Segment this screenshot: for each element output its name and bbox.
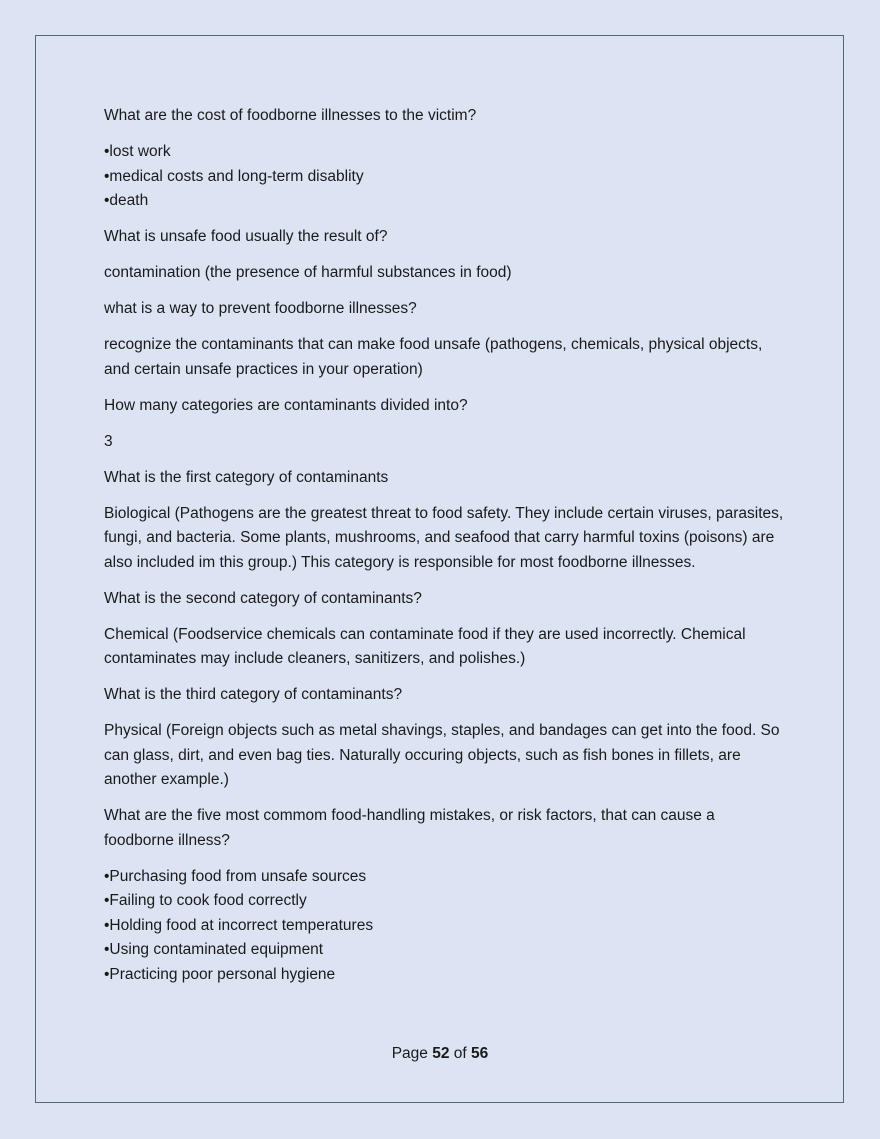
paragraph: Chemical (Foodservice chemicals can contaminate food if they are used incorrectly. Chemical contaminates may include cleaners, sanitizers, and polishes.)	[104, 625, 746, 667]
list-item: •medical costs and long-term disablity	[104, 167, 364, 185]
list-item: •Holding food at incorrect temperatures	[104, 916, 374, 934]
paragraph: What are the cost of foodborne illnesses to the victim?	[104, 107, 477, 124]
current-page-number: 52	[432, 1045, 450, 1062]
list-item: •Purchasing food from unsafe sources	[104, 867, 367, 885]
paragraph: contamination (the presence of harmful substances in food)	[104, 264, 512, 281]
paragraph: What is the third category of contaminants?	[104, 686, 403, 703]
list-item: •death	[104, 192, 149, 209]
page-content	[104, 104, 784, 999]
list-item: •Practicing poor personal hygiene	[104, 965, 336, 983]
paragraph: What is the second category of contaminants?	[104, 589, 422, 607]
paragraph: What is the first category of contaminants	[104, 468, 389, 486]
paragraph: Biological (Pathogens are the greatest threat to food safety. They include certain viruses, parasites, fungi, and bacteria. Some plants, mushrooms, and seafood that carry harmful toxins (poisons) are also included im this group.) This category is responsible for most foodborne illnesses.	[104, 504, 784, 571]
bullet-list	[104, 140, 784, 214]
paragraph: recognize the contaminants that can make food unsafe (pathogens, chemicals, physical objects, and certain unsafe practices in your operation)	[104, 336, 763, 378]
paragraph: 3	[104, 432, 113, 450]
paragraph: What is unsafe food usually the result of?	[104, 228, 388, 245]
footer-prefix: Page	[391, 1045, 433, 1062]
paragraph: What are the five most commom food-handling mistakes, or risk factors, that can cause a foodborne illness?	[104, 807, 715, 849]
paragraph: Physical (Foreign objects such as metal shavings, staples, and bandages can get into the food. So can glass, dirt, and even bag ties. Naturally occuring objects, such as fish bones in fillets, are another example.)	[104, 722, 780, 788]
list-item: •Failing to cook food correctly	[104, 892, 307, 909]
footer-middle: of	[449, 1045, 472, 1062]
paragraph: How many categories are contaminants divided into?	[104, 396, 468, 414]
list-item: •Using contaminated equipment	[104, 941, 324, 958]
page-footer	[0, 1045, 880, 1063]
paragraph: what is a way to prevent foodborne illnesses?	[104, 300, 417, 317]
list-item: •lost work	[104, 143, 171, 160]
bullet-list	[104, 865, 784, 988]
total-page-count: 56	[471, 1045, 489, 1062]
